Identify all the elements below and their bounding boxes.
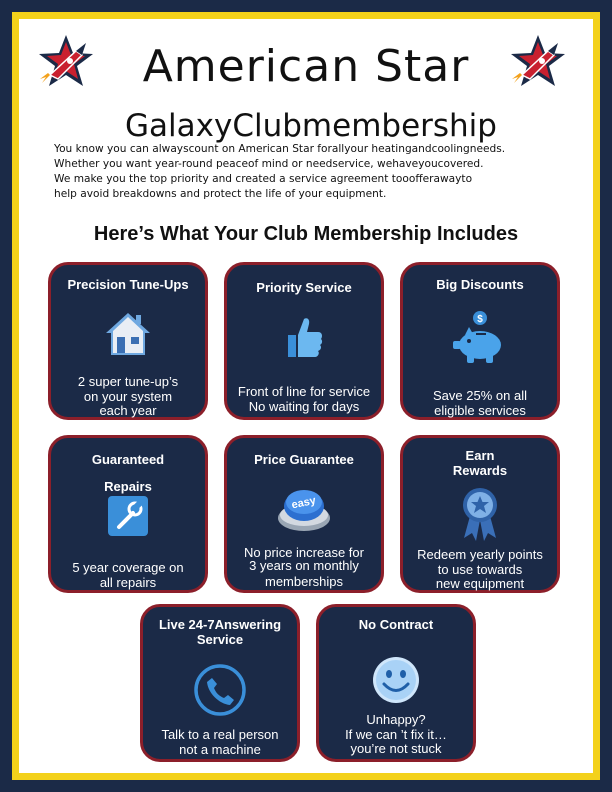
benefit-card-price-guarantee	[224, 435, 384, 593]
card-desc-line: Talk to a real person	[161, 727, 279, 742]
card-title-line: Priority Service	[256, 280, 352, 295]
card-title	[231, 452, 377, 468]
house-icon	[103, 309, 153, 359]
benefit-card-tune-ups	[48, 262, 208, 420]
card-desc-line: 2 super tune-up’s	[77, 374, 179, 389]
card-title	[231, 280, 377, 296]
intro-line: We make you the top priority and created a service agreement tooofferawayto	[54, 173, 473, 185]
benefit-card-earn-rewards	[400, 435, 560, 593]
card-desc-line: No price increase for	[244, 545, 364, 560]
card-title-line: No Contract	[358, 617, 434, 632]
card-desc-line: not a machine	[179, 741, 261, 757]
thumbs-up-icon	[284, 315, 324, 361]
card-title	[55, 277, 201, 293]
card-title	[407, 277, 553, 293]
section-heading: Here’s What Your Club Membership Includes	[93, 223, 519, 245]
card-title-line: Guaranteed	[91, 452, 165, 467]
card-desc-line: Save 25% on all	[433, 388, 527, 403]
easy-button-icon	[276, 484, 332, 534]
card-title-line: Service	[196, 632, 244, 647]
easy-button-label: easy	[290, 494, 318, 512]
benefit-card-guaranteed-repairs	[48, 435, 208, 593]
card-title	[55, 446, 201, 500]
page-subtitle: GalaxyClubmembership	[125, 108, 497, 144]
intro-line: Whether you want year-round peaceof mind or needservice, wehaveyoucovered.	[54, 158, 484, 170]
card-title-line: Price Guarantee	[254, 452, 354, 467]
intro-line: You know you can alwayscount on American Star forallyour heatingandcoolingneeds.	[54, 143, 506, 155]
intro-paragraph	[54, 142, 574, 202]
card-description	[321, 713, 471, 757]
smiley-icon	[371, 655, 421, 705]
card-title-line: Repairs	[104, 479, 152, 494]
card-title-line: Precision Tune-Ups	[67, 277, 189, 292]
card-title	[407, 448, 553, 478]
page-title: American Star	[142, 41, 470, 92]
card-desc-line: Redeem yearly points	[417, 547, 543, 562]
card-desc-line: No waiting for days	[248, 398, 360, 414]
svg-text:$: $	[477, 314, 483, 325]
card-desc-line: Unhappy?	[366, 712, 426, 727]
card-desc-line: memberships	[264, 574, 344, 589]
card-desc-line: each year	[99, 403, 157, 418]
card-desc-line: eligible services	[434, 402, 526, 418]
intro-line: help avoid breakdowns and protect the life of your equipment.	[54, 188, 387, 200]
card-desc-line: to use towards	[437, 561, 523, 577]
card-title	[147, 617, 293, 647]
award-ribbon-icon	[460, 486, 500, 542]
benefit-card-answering-service	[140, 604, 300, 762]
card-title	[323, 617, 469, 633]
card-description	[405, 548, 555, 592]
card-description	[53, 375, 203, 419]
card-desc-line: If we can ’t fix it…	[345, 726, 447, 742]
card-description	[145, 728, 295, 757]
card-title-line: Rewards	[452, 463, 508, 478]
card-desc-line: 3 years on monthly	[249, 557, 359, 573]
card-description	[229, 546, 379, 590]
card-desc-line: on your system	[83, 388, 173, 404]
card-desc-line: Front of line for service	[237, 384, 371, 399]
benefit-card-big-discounts	[400, 262, 560, 420]
card-desc-line: new equipment	[435, 576, 525, 591]
phone-icon	[193, 663, 247, 717]
piggy-bank-icon	[451, 309, 509, 365]
benefit-card-no-contract	[316, 604, 476, 762]
card-title-line: Live 24-7Answering	[158, 617, 282, 632]
card-description	[405, 389, 555, 418]
wrench-icon	[108, 496, 148, 536]
card-desc-line: 5 year coverage on	[72, 560, 184, 575]
card-description	[53, 561, 203, 590]
card-desc-line: you’re not stuck	[350, 741, 442, 756]
card-title-line: Big Discounts	[436, 277, 524, 292]
card-title-line: Earn	[465, 448, 495, 463]
card-desc-line: all repairs	[99, 574, 157, 590]
benefit-card-priority-service	[224, 262, 384, 420]
card-description	[229, 385, 379, 414]
